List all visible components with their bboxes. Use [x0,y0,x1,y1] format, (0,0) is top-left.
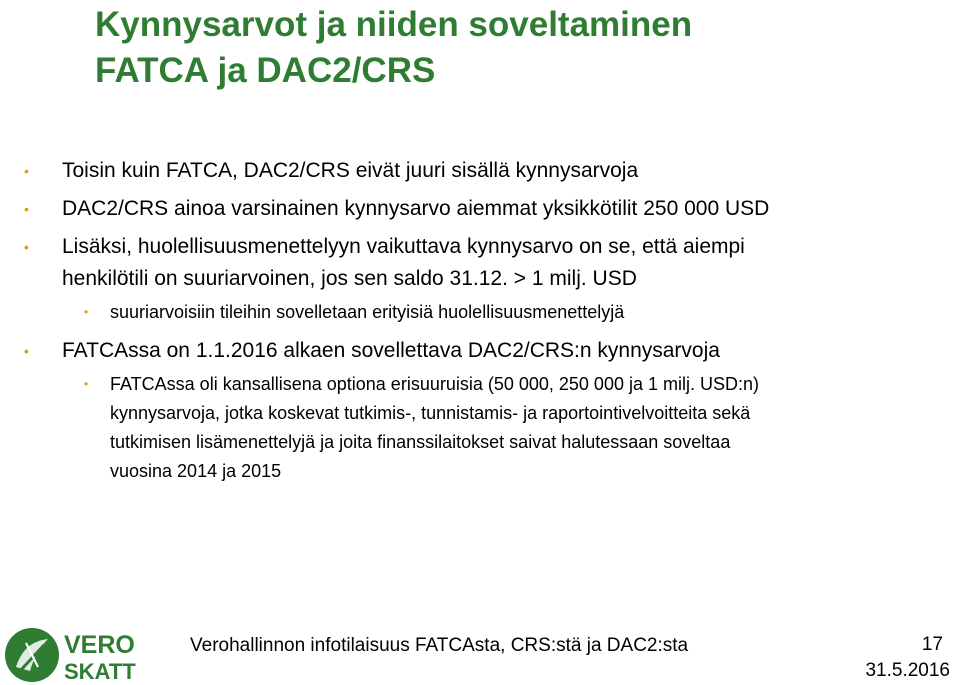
page-number: 17 [921,634,943,655]
bullet-3-continuation [62,263,637,295]
sub-bullet-4-continuation-2 [110,427,730,458]
bullet-4 [24,335,720,367]
slide-title [95,2,945,94]
logo-text-vero: VERO [64,631,135,659]
bullet-2-text: DAC2/CRS ainoa varsinainen kynnysarvo aiemmat yksikkötilit 250 000 USD [62,197,770,220]
bullet-1 [24,155,639,187]
bullet-3-line-1: Lisäksi, huolellisuusmenettelyyn vaikuttava kynnysarvo on se, että aiempi [62,235,745,258]
footer-date: 31.5.2016 [865,660,950,681]
sub-bullet-3-1 [84,297,625,328]
bullet-dot-icon: • [24,163,29,179]
slide-footer [0,618,960,685]
bullet-3 [24,231,745,263]
bullet-4-text: FATCAssa on 1.1.2016 alkaen sovellettava DAC2/CRS:n kynnysarvoja [62,339,720,362]
sub-bullet-4-line-4: vuosina 2014 ja 2015 [110,461,282,481]
logo-text-skatt: SKATT [64,659,136,683]
sub-bullet-4-continuation-1 [110,398,750,429]
bullet-1-text: Toisin kuin FATCA, DAC2/CRS eivät juuri sisällä kynnysarvoja [62,159,639,182]
bullet-dot-icon: • [24,343,29,359]
sub-bullet-4-line-2: kynnysarvoja, jotka koskevat tutkimis-, tunnistamis- ja raportointivelvoitteita sekä [110,403,751,423]
sub-bullet-4-line-3: tutkimisen lisämenettelyjä ja joita finanssilaitokset saivat halutessaan soveltaa [110,432,731,452]
vero-skatt-logo [4,627,184,683]
sub-bullet-4-1 [84,369,759,400]
sub-bullet-dot-icon: • [84,377,89,391]
bullet-2 [24,193,770,225]
sub-bullet-4-line-1: FATCAssa oli kansallisena optiona erisuuruisia (50 000, 250 000 ja 1 milj. USD:n) [110,374,759,394]
title-line-2: FATCA ja DAC2/CRS [95,51,436,90]
sub-bullet-dot-icon: • [84,305,89,319]
title-line-1: Kynnysarvot ja niiden soveltaminen [95,5,693,44]
bullet-dot-icon: • [24,239,29,255]
sub-bullet-4-continuation-3 [110,456,281,487]
sub-bullet-3-1-text: suuriarvoisiin tileihin sovelletaan erityisiä huolellisuusmenettelyjä [110,302,625,322]
bullet-dot-icon: • [24,201,29,217]
bullet-3-line-2: henkilötili on suuriarvoinen, jos sen saldo 31.12. > 1 milj. USD [62,267,637,290]
footer-title: Verohallinnon infotilaisuus FATCAsta, CRS:stä ja DAC2:sta [190,635,689,656]
